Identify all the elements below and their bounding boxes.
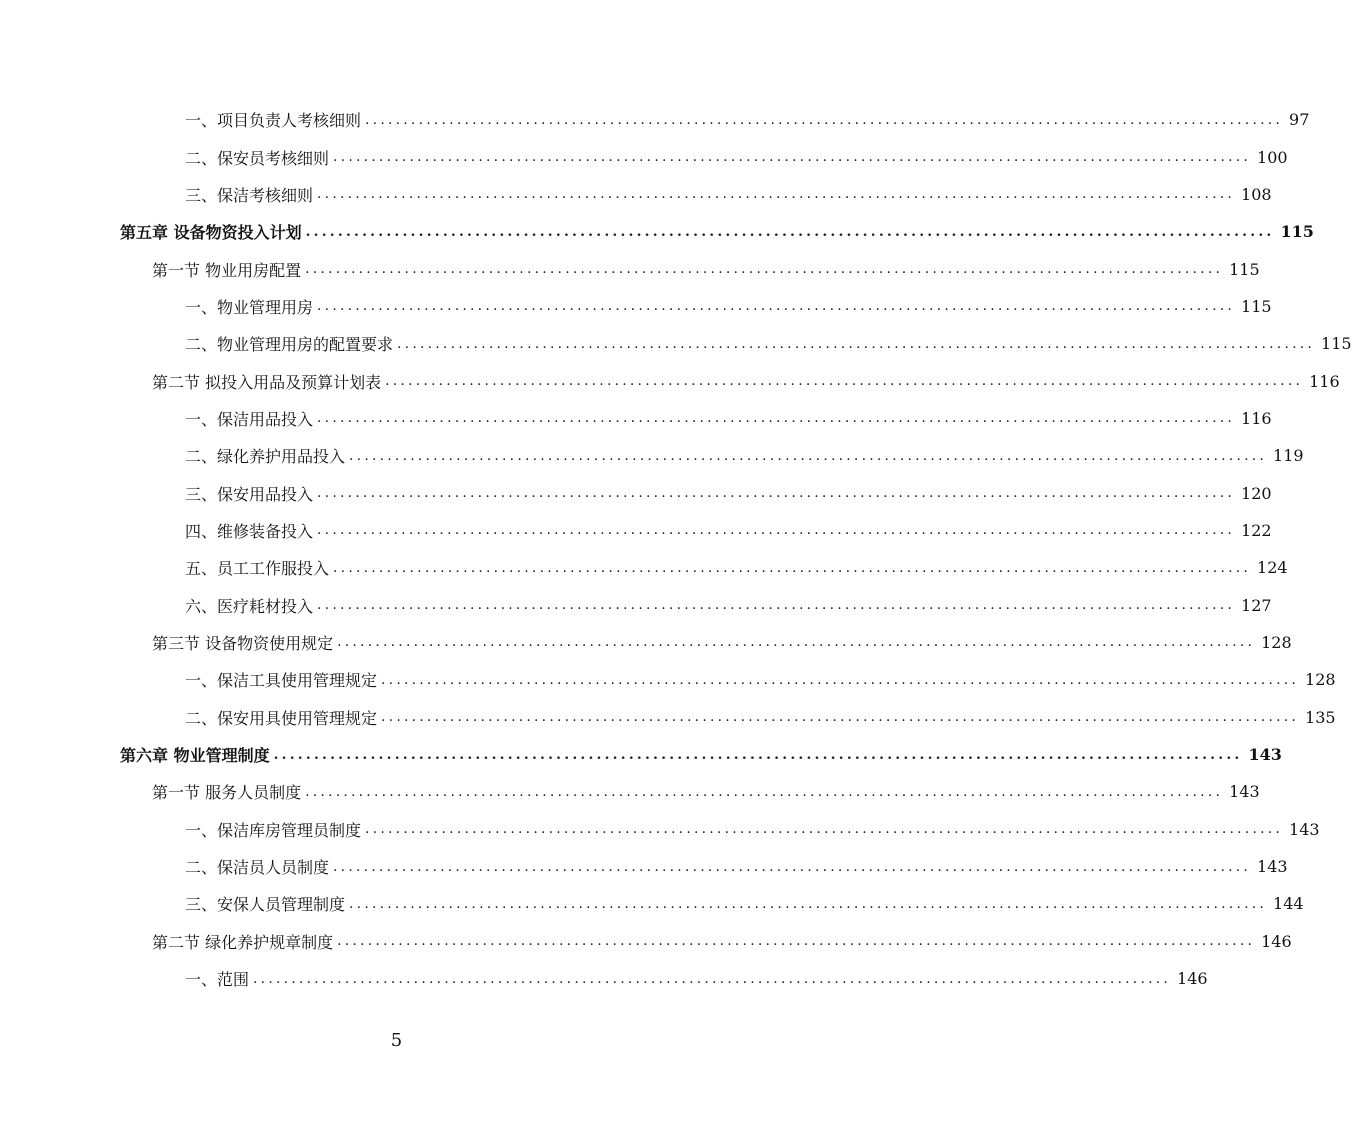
toc-page: 120 (1241, 483, 1272, 503)
toc-title: 一、保洁库房管理员制度 (185, 818, 365, 841)
toc-title: 二、保洁员人员制度 (185, 855, 333, 878)
toc-page: 97 (1289, 110, 1310, 130)
dot-leader: ........................................................................................................................ (253, 970, 1172, 987)
dot-leader: ........................................................................................................................ (337, 634, 1256, 651)
toc-title: 三、保安用品投入 (185, 482, 317, 505)
toc-page: 100 (1257, 147, 1288, 167)
toc-title: 三、安保人员管理制度 (185, 892, 349, 915)
toc-page: 115 (1280, 222, 1314, 242)
dot-leader: ........................................................................................................................ (305, 261, 1224, 278)
dot-leader: ........................................................................................................................ (349, 895, 1268, 912)
dot-leader: ........................................................................................................................ (349, 447, 1268, 464)
dot-leader: ........................................................................................................................ (317, 298, 1236, 315)
toc-page: 143 (1248, 745, 1282, 765)
toc-page: 122 (1241, 520, 1272, 540)
toc-section[interactable] (0, 362, 1340, 399)
toc-page: 108 (1241, 184, 1272, 204)
dot-leader: ........................................................................................................................ (273, 746, 1243, 763)
dot-leader: ........................................................................................................................ (337, 933, 1256, 950)
dot-leader: ........................................................................................................................ (317, 597, 1236, 614)
toc-title: 二、保安用具使用管理规定 (185, 706, 381, 729)
toc-title: 二、物业管理用房的配置要求 (185, 332, 397, 355)
toc-page: 146 (1261, 931, 1292, 951)
toc-item[interactable] (0, 885, 1304, 922)
toc-page: 146 (1177, 969, 1208, 989)
toc-item[interactable] (0, 288, 1272, 325)
toc-title: 二、绿化养护用品投入 (185, 444, 349, 467)
toc-title: 一、项目负责人考核细则 (185, 108, 365, 131)
toc-item[interactable] (0, 437, 1304, 474)
toc-item[interactable] (0, 848, 1288, 885)
toc-item[interactable] (0, 811, 1320, 848)
dot-leader: ........................................................................................................................ (381, 709, 1300, 726)
toc-item[interactable] (0, 512, 1272, 549)
toc-page: 127 (1241, 595, 1272, 615)
dot-leader: ........................................................................................................................ (365, 821, 1284, 838)
toc-title: 三、保洁考核细则 (185, 183, 317, 206)
toc-title: 四、维修装备投入 (185, 519, 317, 542)
toc-section[interactable] (0, 250, 1260, 287)
toc-item[interactable] (0, 699, 1336, 736)
toc-section[interactable] (0, 923, 1292, 960)
toc-title: 第二节 绿化养护规章制度 (152, 930, 337, 953)
dot-leader: ........................................................................................................................ (317, 410, 1236, 427)
toc-item[interactable] (0, 400, 1272, 437)
dot-leader: ........................................................................................................................ (317, 186, 1236, 203)
toc-title: 二、保安员考核细则 (185, 146, 333, 169)
toc-page: 115 (1241, 296, 1272, 316)
toc-title: 一、物业管理用房 (185, 295, 317, 318)
toc-page: 143 (1289, 819, 1320, 839)
toc-item[interactable] (0, 474, 1272, 511)
table-of-contents (0, 101, 1352, 997)
toc-title: 第一节 服务人员制度 (152, 780, 305, 803)
toc-page: 124 (1257, 558, 1288, 578)
toc-title: 第五章 设备物资投入计划 (120, 220, 306, 243)
toc-item[interactable] (0, 549, 1288, 586)
dot-leader: ........................................................................................................................ (385, 373, 1304, 390)
dot-leader: ........................................................................................................................ (333, 559, 1252, 576)
dot-leader: ........................................................................................................................ (365, 111, 1284, 128)
toc-title: 第一节 物业用房配置 (152, 258, 305, 281)
toc-page: 116 (1309, 371, 1340, 391)
toc-page: 115 (1321, 334, 1352, 354)
toc-title: 一、保洁用品投入 (185, 407, 317, 430)
dot-leader: ........................................................................................................................ (333, 858, 1252, 875)
toc-title: 第三节 设备物资使用规定 (152, 631, 337, 654)
toc-title: 第六章 物业管理制度 (120, 743, 274, 766)
toc-title: 第二节 拟投入用品及预算计划表 (152, 370, 385, 393)
toc-page: 143 (1229, 782, 1260, 802)
dot-leader: ........................................................................................................................ (317, 522, 1236, 539)
toc-page: 116 (1241, 408, 1272, 428)
toc-chapter[interactable] (0, 736, 1282, 773)
toc-item[interactable] (0, 138, 1288, 175)
toc-page: 135 (1305, 707, 1336, 727)
dot-leader: ........................................................................................................................ (381, 671, 1300, 688)
toc-page: 119 (1273, 446, 1304, 466)
dot-leader: ........................................................................................................................ (305, 223, 1275, 240)
toc-item[interactable] (0, 325, 1352, 362)
toc-title: 六、医疗耗材投入 (185, 594, 317, 617)
toc-item[interactable] (0, 586, 1272, 623)
page-number: 5 (390, 1030, 403, 1051)
toc-item[interactable] (0, 176, 1272, 213)
toc-item[interactable] (0, 101, 1310, 138)
toc-page: 143 (1257, 857, 1288, 877)
toc-section[interactable] (0, 773, 1260, 810)
toc-item[interactable] (0, 661, 1336, 698)
toc-item[interactable] (0, 960, 1208, 997)
toc-title: 一、范围 (185, 967, 253, 990)
dot-leader: ........................................................................................................................ (305, 783, 1224, 800)
toc-section[interactable] (0, 624, 1292, 661)
toc-page: 144 (1273, 894, 1304, 914)
toc-title: 一、保洁工具使用管理规定 (185, 668, 381, 691)
dot-leader: ........................................................................................................................ (317, 485, 1236, 502)
toc-page: 115 (1229, 259, 1260, 279)
toc-page: 128 (1261, 632, 1292, 652)
dot-leader: ........................................................................................................................ (333, 149, 1252, 166)
toc-page: 128 (1305, 670, 1336, 690)
dot-leader: ........................................................................................................................ (397, 335, 1316, 352)
toc-chapter[interactable] (0, 213, 1314, 250)
toc-title: 五、员工工作服投入 (185, 556, 333, 579)
